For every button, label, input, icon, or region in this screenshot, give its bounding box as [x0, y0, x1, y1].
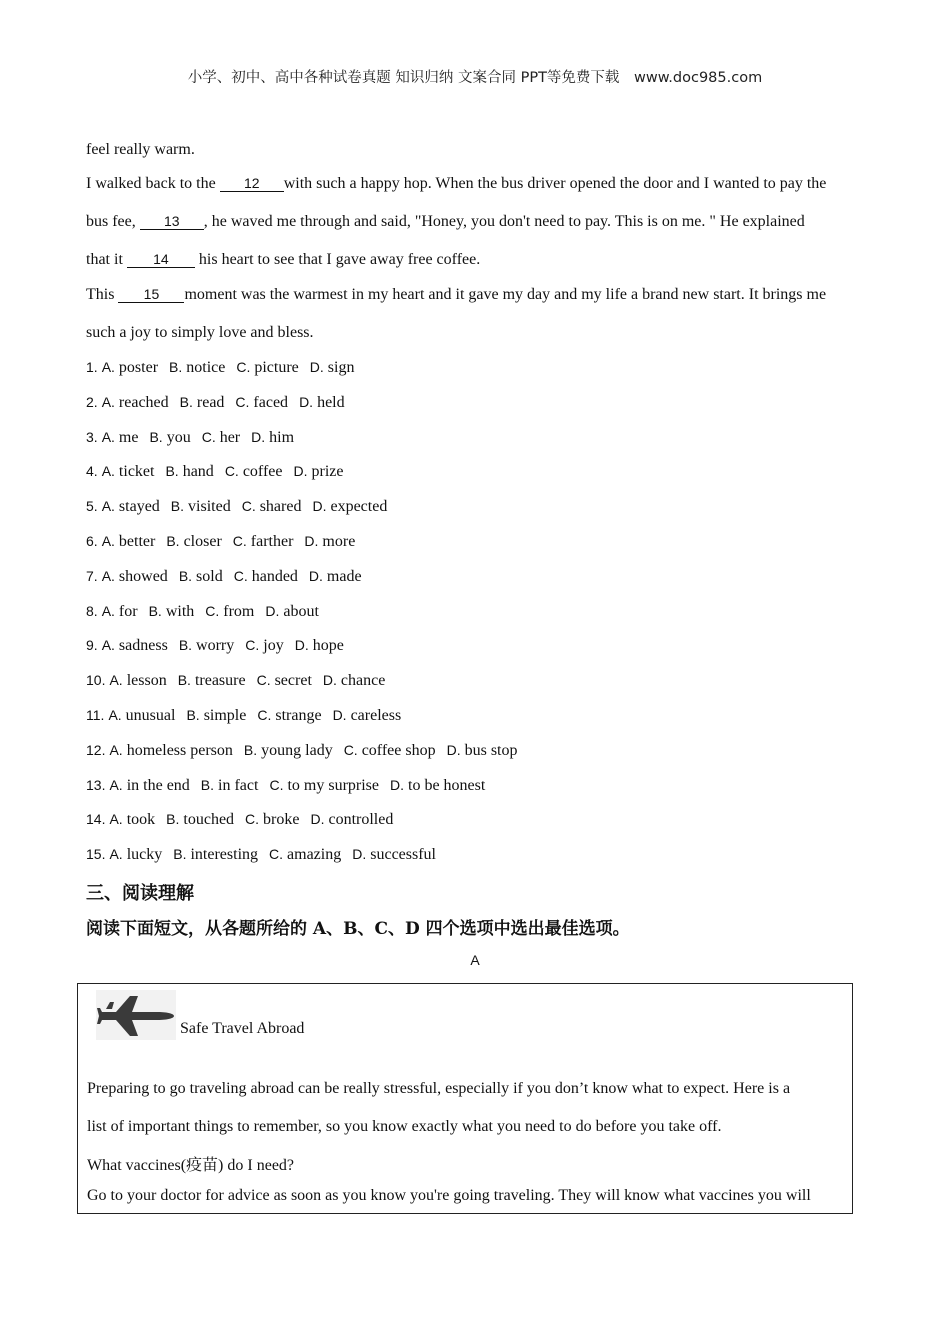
blank-12: 12	[220, 175, 284, 192]
question-row	[86, 568, 373, 586]
question-row	[86, 811, 404, 829]
option	[244, 742, 333, 759]
option-text: lesson	[126, 672, 167, 690]
question-number: 10.	[86, 672, 106, 689]
passage-line	[86, 213, 805, 231]
question-row	[86, 394, 356, 412]
passage-text: I walked back to the	[86, 175, 216, 192]
option	[312, 498, 387, 515]
option-text: made	[326, 567, 362, 585]
question-number: 5.	[86, 498, 98, 515]
option	[109, 672, 166, 689]
option-text: picture	[254, 359, 299, 376]
option-letter: D.	[265, 602, 280, 619]
option	[102, 429, 139, 446]
option-letter: C.	[257, 707, 272, 723]
option	[179, 568, 223, 585]
page-header	[0, 66, 950, 87]
question-row	[86, 637, 355, 655]
option-text: sign	[327, 359, 355, 376]
option	[251, 429, 294, 446]
option-text: farther	[250, 533, 294, 550]
option	[205, 603, 254, 620]
passage-text: with such a happy hop. When the bus driver opened the door and I wanted to pay the	[283, 175, 827, 192]
option	[269, 846, 341, 863]
option-text: ticket	[118, 463, 155, 481]
option	[169, 359, 225, 376]
option	[235, 394, 288, 411]
option	[149, 429, 190, 446]
reading-line: Go to your doctor for advice as soon as you know you're going traveling. They will know what vaccines you will	[87, 1187, 811, 1204]
option-text: controlled	[328, 811, 394, 829]
option-letter: B.	[173, 846, 187, 863]
option-text: prize	[311, 463, 344, 481]
option	[186, 707, 246, 724]
option	[323, 672, 385, 689]
option-letter: A.	[101, 359, 115, 375]
option	[233, 533, 294, 550]
option-letter: A.	[108, 707, 122, 723]
option-text: broke	[263, 811, 300, 829]
option-text: handed	[251, 567, 298, 585]
option-letter: B.	[170, 498, 185, 515]
option-letter: A.	[101, 602, 115, 619]
option-letter: D.	[294, 637, 309, 654]
blank-13: 13	[140, 213, 204, 230]
option-letter: D.	[322, 672, 337, 689]
option-text: touched	[183, 811, 235, 829]
option-text: with	[165, 602, 195, 620]
option-letter: D.	[390, 776, 404, 793]
option-text: stayed	[118, 498, 160, 516]
header-site: www.doc985.com	[634, 70, 763, 86]
question-row	[86, 463, 354, 481]
option-letter: B.	[165, 463, 179, 480]
option-letter: A.	[101, 533, 115, 549]
option	[102, 637, 168, 654]
option-letter: B.	[169, 359, 183, 375]
option	[102, 533, 156, 550]
option-text: for	[118, 602, 138, 620]
option-letter: B.	[166, 811, 180, 828]
option-text: hope	[312, 637, 344, 655]
question-number: 13.	[86, 776, 106, 793]
option	[202, 429, 240, 446]
section-title: 三、阅读理解	[86, 883, 194, 904]
option-text: showed	[118, 567, 168, 585]
blank-14: 14	[127, 251, 195, 268]
reading-line: Preparing to go traveling abroad can be really stressful, especially if you don’t know what to expect. Here is a	[87, 1080, 791, 1097]
option	[234, 568, 298, 585]
option-text: secret	[274, 672, 312, 690]
option-letter: C.	[245, 637, 260, 654]
option-letter: B.	[178, 637, 193, 654]
question-number: 1.	[86, 359, 98, 375]
option-text: worry	[196, 637, 235, 655]
option-letter: D.	[332, 707, 347, 723]
option-text: expected	[330, 498, 388, 516]
option-letter: A.	[101, 498, 115, 515]
option-text: chance	[340, 672, 386, 690]
option-letter: D.	[251, 428, 266, 445]
option-letter: B.	[177, 672, 191, 689]
question-row	[86, 429, 305, 447]
option	[225, 463, 283, 480]
reading-question-heading: What vaccines(疫苗) do I need?	[87, 1157, 295, 1174]
option-letter: D.	[309, 359, 324, 375]
option-text: hand	[182, 463, 214, 481]
option-letter: D.	[352, 846, 367, 863]
option	[149, 603, 195, 620]
question-number: 11.	[86, 707, 105, 723]
passage-line	[86, 286, 826, 304]
passage-text: his heart to see that I gave away free coffee.	[198, 251, 481, 268]
passage-text: moment was the warmest in my heart and it gave my day and my life a brand new start. It brings me	[184, 286, 827, 303]
option-letter: A.	[101, 428, 115, 445]
option	[201, 777, 259, 794]
option-letter: A.	[101, 567, 115, 584]
option	[310, 811, 393, 828]
option-letter: C.	[235, 393, 250, 410]
airplane-icon	[96, 990, 176, 1040]
option-letter: C.	[233, 567, 248, 584]
option	[102, 603, 138, 620]
option-letter: B.	[149, 428, 163, 445]
option	[265, 603, 319, 620]
option	[166, 811, 234, 828]
option-letter: B.	[186, 707, 200, 723]
option-letter: D.	[299, 393, 314, 410]
option	[173, 846, 258, 863]
option-text: notice	[186, 359, 226, 376]
option-letter: D.	[293, 463, 308, 480]
option	[108, 707, 175, 724]
option-letter: C.	[245, 811, 260, 828]
option-letter: C.	[232, 533, 247, 549]
option-letter: C.	[269, 776, 284, 793]
option	[109, 742, 232, 759]
option	[109, 777, 189, 794]
option	[171, 498, 231, 515]
option-text: strange	[275, 707, 322, 724]
option	[269, 777, 379, 794]
option	[344, 742, 436, 759]
question-number: 7.	[86, 567, 98, 584]
option	[295, 637, 344, 654]
option-text: lucky	[126, 846, 163, 864]
option-letter: B.	[200, 776, 215, 793]
option-text: coffee	[242, 463, 283, 481]
question-number: 8.	[86, 602, 98, 619]
option-text: poster	[118, 359, 159, 376]
option-letter: D.	[308, 567, 323, 584]
question-row	[86, 742, 529, 760]
option-text: successful	[370, 846, 436, 864]
option	[447, 742, 518, 759]
option-letter: D.	[312, 498, 327, 515]
section-instruction: 阅读下面短文，从各题所给的 A、B、C、D 四个选项中选出最佳选项。	[86, 919, 630, 939]
option	[166, 533, 221, 550]
option-text: closer	[183, 533, 222, 550]
option	[102, 568, 168, 585]
option-text: in fact	[218, 776, 259, 794]
question-number: 9.	[86, 637, 98, 654]
option	[257, 707, 321, 724]
passage-label: A	[470, 952, 480, 968]
option-text: you	[166, 428, 191, 446]
option-letter: A.	[109, 672, 123, 689]
option-text: interesting	[190, 846, 259, 864]
question-row	[86, 359, 365, 377]
option-letter: A.	[109, 741, 123, 758]
question-number: 3.	[86, 428, 98, 445]
option-letter: A.	[109, 776, 123, 793]
passage-line: such a joy to simply love and bless.	[86, 324, 314, 341]
option	[245, 811, 299, 828]
option	[180, 394, 225, 411]
option	[245, 637, 283, 654]
question-row	[86, 533, 366, 551]
question-number: 6.	[86, 533, 98, 549]
option	[309, 568, 362, 585]
option-letter: C.	[269, 846, 284, 863]
option-text: took	[126, 811, 156, 829]
option-text: visited	[188, 498, 231, 516]
option-text: more	[322, 533, 356, 550]
option	[109, 846, 162, 863]
option-letter: A.	[101, 463, 115, 480]
option-text: about	[283, 602, 319, 620]
header-text: 小学、初中、高中各种试卷真题 知识归纳 文案合同 PPT等免费下载	[187, 70, 620, 86]
option-text: treasure	[194, 672, 246, 690]
option-text: unusual	[125, 707, 176, 724]
option	[293, 463, 343, 480]
question-number: 15.	[86, 846, 106, 863]
option-text: sold	[196, 567, 223, 585]
option-letter: C.	[343, 741, 358, 758]
question-number: 12.	[86, 741, 106, 758]
option	[102, 394, 169, 411]
option-text: coffee shop	[361, 741, 436, 759]
option-letter: A.	[101, 637, 115, 654]
option-letter: D.	[446, 741, 461, 758]
option	[102, 359, 158, 376]
option-letter: C.	[205, 602, 220, 619]
passage-line: feel really warm.	[86, 141, 195, 158]
option-text: homeless person	[126, 741, 233, 759]
option-text: careless	[350, 707, 402, 724]
option-letter: C.	[201, 428, 216, 445]
option-text: amazing	[287, 846, 342, 864]
option-text: held	[317, 393, 345, 411]
option-text: shared	[259, 498, 302, 516]
option-letter: C.	[256, 672, 271, 689]
question-row	[86, 603, 330, 621]
option	[304, 533, 355, 550]
option	[102, 498, 160, 515]
option-text: in the end	[126, 776, 190, 794]
option-letter: B.	[243, 741, 258, 758]
blank-15: 15	[118, 286, 184, 303]
option-text: read	[196, 393, 225, 411]
option-letter: A.	[109, 846, 123, 863]
option	[390, 777, 485, 794]
question-row	[86, 707, 412, 725]
question-row	[86, 846, 447, 864]
option	[299, 394, 345, 411]
question-row	[86, 777, 496, 795]
option-letter: B.	[178, 567, 193, 584]
option-letter: C.	[236, 359, 251, 375]
reading-title: Safe Travel Abroad	[180, 1020, 305, 1037]
option-text: him	[269, 428, 295, 446]
option	[257, 672, 312, 689]
option-text: young lady	[261, 741, 333, 759]
option-text: better	[118, 533, 156, 550]
passage-text: This	[86, 286, 115, 303]
option	[179, 637, 234, 654]
passage-text: , he waved me through and said, "Honey, you don't need to pay. This is on me. " He explained	[203, 213, 805, 230]
option-text: to my surprise	[287, 776, 379, 794]
option-letter: A.	[101, 393, 115, 410]
option-letter: A.	[109, 811, 123, 828]
passage-line	[86, 251, 480, 269]
option-text: her	[219, 428, 241, 446]
question-number: 4.	[86, 463, 98, 480]
option	[165, 463, 213, 480]
option-letter: D.	[304, 533, 319, 549]
option-letter: C.	[224, 463, 239, 480]
passage-line	[86, 175, 826, 193]
option-text: joy	[263, 637, 284, 655]
option	[236, 359, 298, 376]
option	[109, 811, 155, 828]
option	[242, 498, 302, 515]
question-row	[86, 498, 398, 516]
reading-passage-box	[77, 983, 853, 1214]
option-letter: C.	[241, 498, 256, 515]
question-row	[86, 672, 396, 690]
option	[178, 672, 246, 689]
option-letter: B.	[148, 602, 162, 619]
option-text: to be honest	[408, 776, 486, 794]
question-number: 2.	[86, 393, 98, 410]
option	[352, 846, 436, 863]
option-text: from	[223, 602, 255, 620]
option-text: bus stop	[464, 741, 518, 759]
option-text: reached	[118, 393, 169, 411]
passage-text: that it	[86, 251, 123, 268]
reading-line: list of important things to remember, so you know exactly what you need to do before you take off.	[87, 1118, 722, 1135]
option-text: sadness	[118, 637, 168, 655]
option	[102, 463, 155, 480]
option	[333, 707, 402, 724]
question-number: 14.	[86, 811, 106, 828]
option-letter: D.	[310, 811, 325, 828]
option-letter: B.	[179, 393, 193, 410]
option-letter: B.	[166, 533, 180, 549]
option-text: faced	[253, 393, 289, 411]
option	[310, 359, 355, 376]
option-text: simple	[203, 707, 247, 724]
option-text: me	[118, 428, 139, 446]
passage-text: bus fee,	[86, 213, 136, 230]
